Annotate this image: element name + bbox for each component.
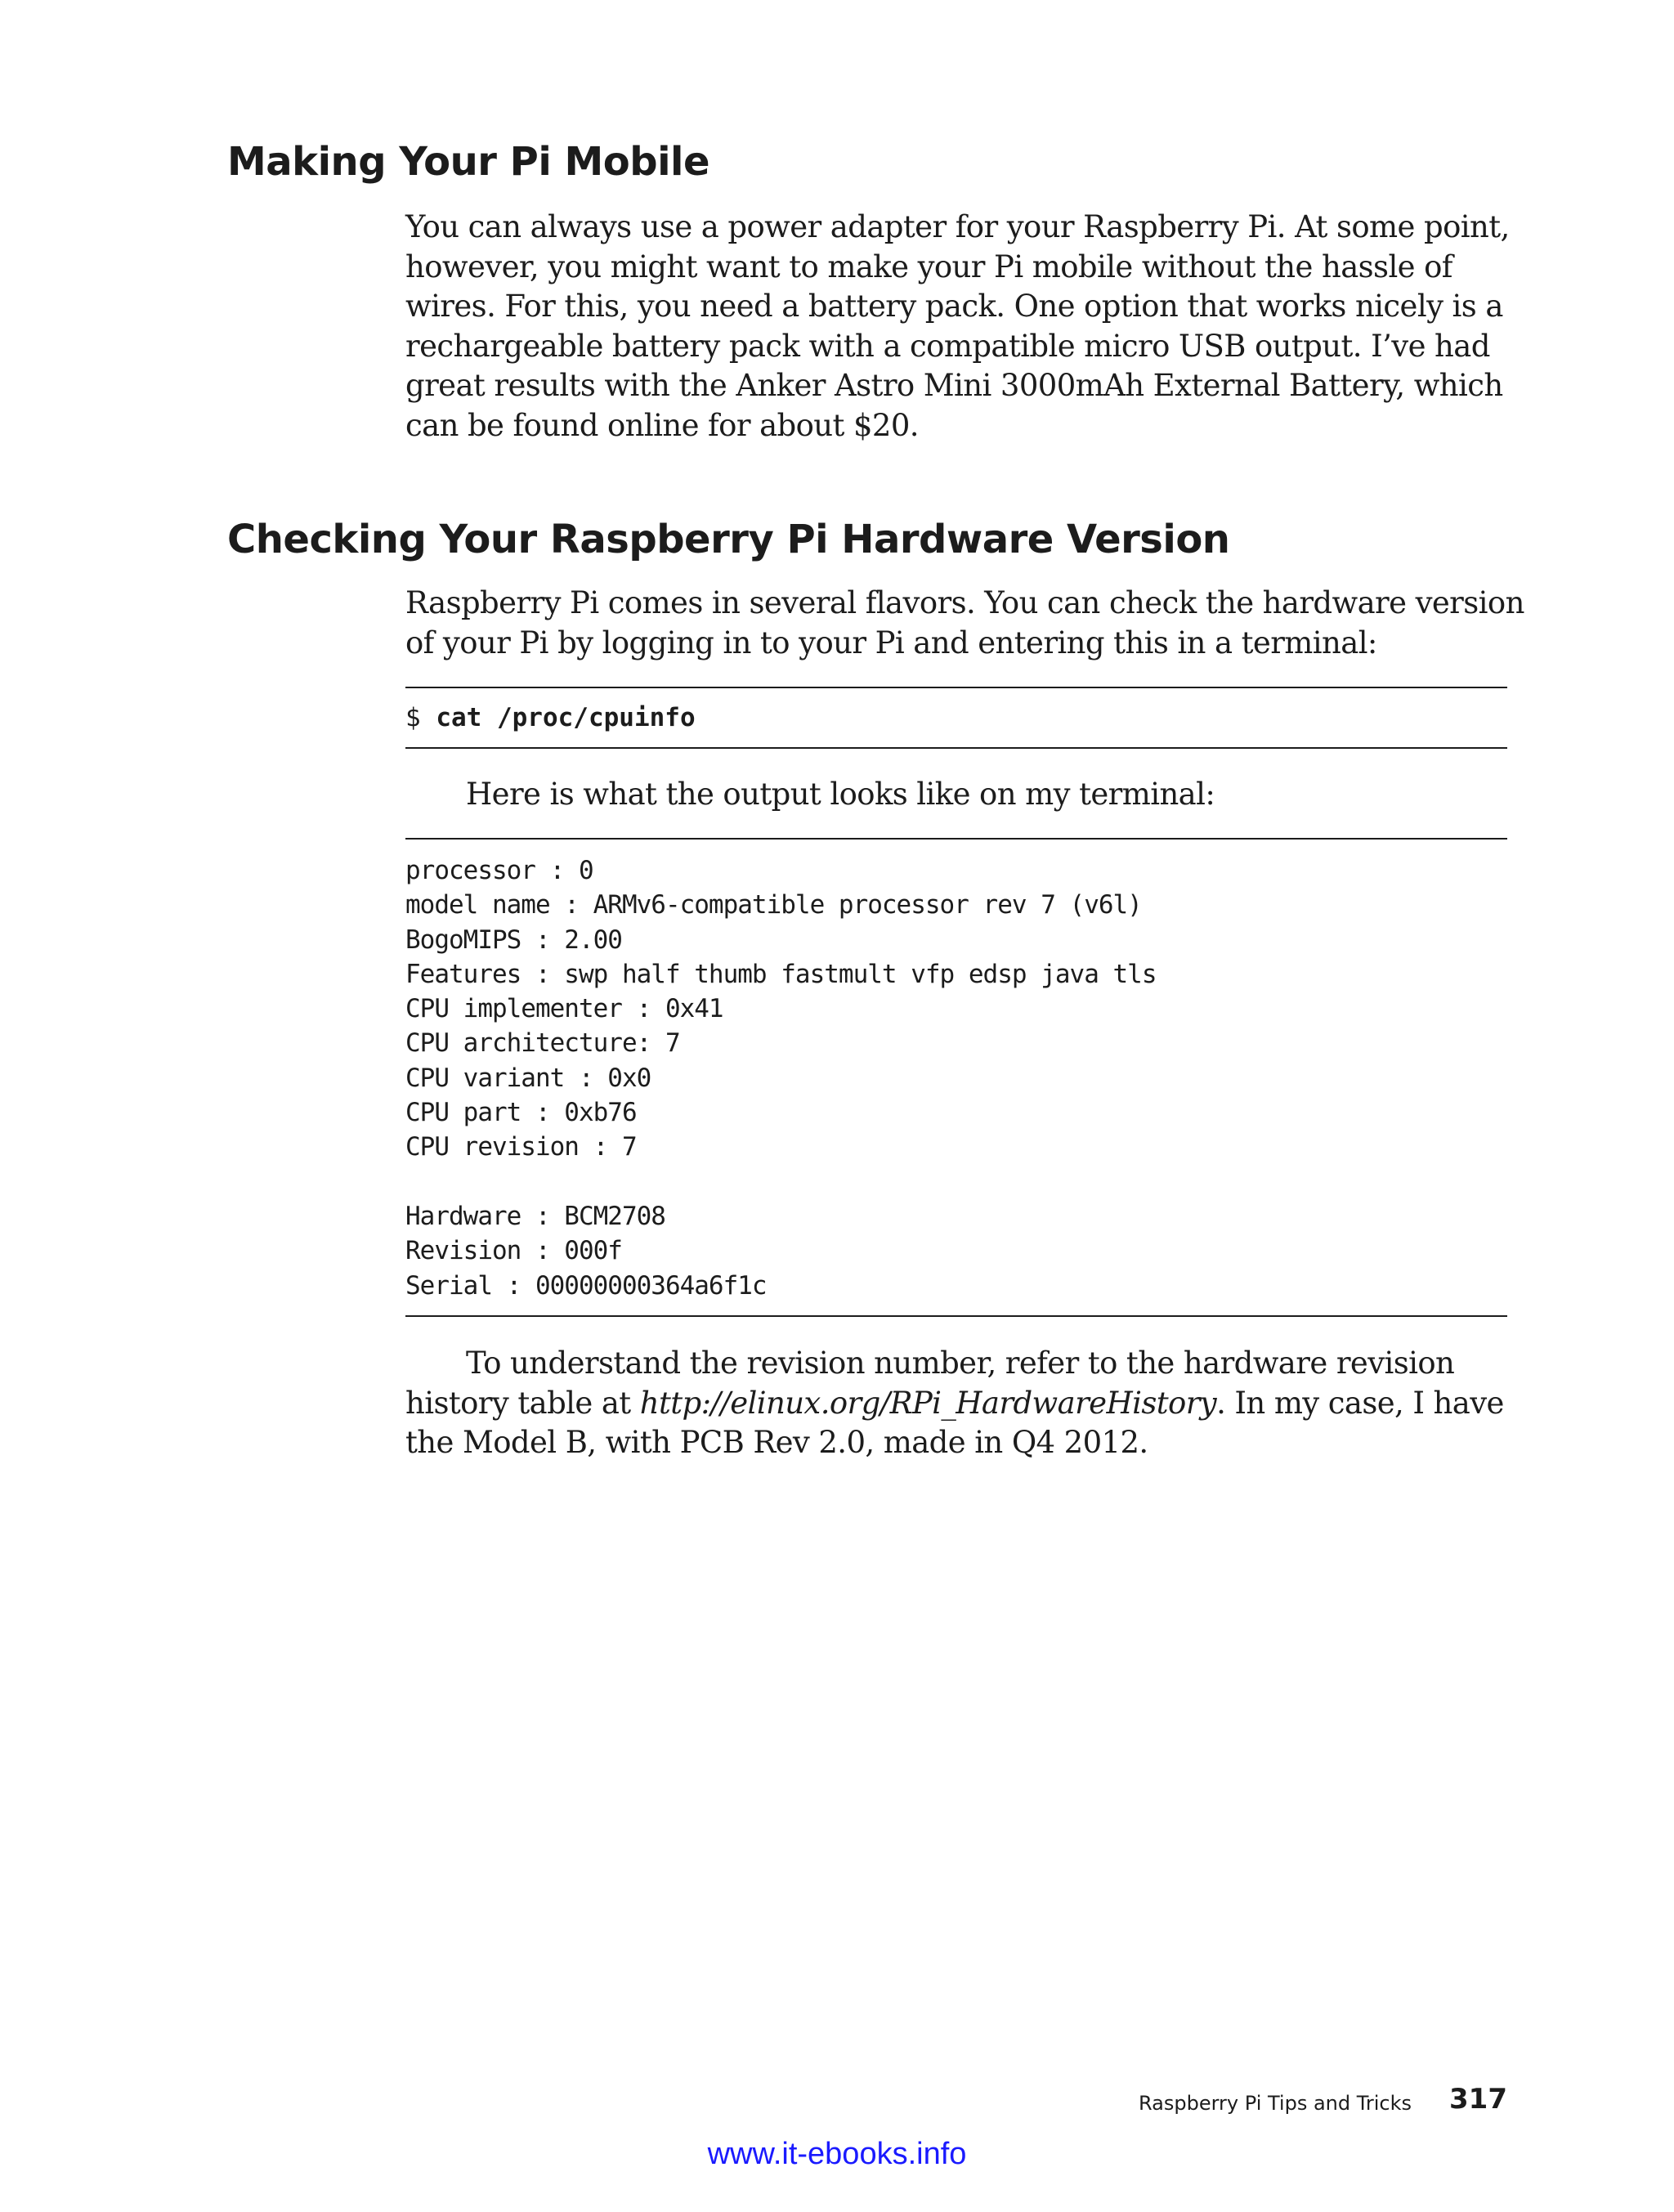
page-number: 317 xyxy=(1449,2083,1507,2116)
output-line: processor : 0 xyxy=(405,856,593,885)
paragraph-line: You can always use a power adapter for your Raspberry Pi. At some point, xyxy=(405,209,1510,244)
paragraph-line: To understand the revision number, refer to the hardware revision xyxy=(466,1346,1455,1381)
output-line: BogoMIPS : 2.00 xyxy=(405,925,622,955)
paragraph-line: Here is what the output looks like on my terminal: xyxy=(466,777,1215,812)
paragraph-line: the Model B, with PCB Rev 2.0, made in Q4 2012. xyxy=(405,1425,1148,1460)
paragraph-revision-explanation xyxy=(405,1344,1517,1463)
paragraph-line: can be found online for about $20. xyxy=(405,407,919,443)
paragraph-line: wires. For this, you need a battery pack. One option that works nicely is a xyxy=(405,289,1503,324)
output-line: CPU part : 0xb76 xyxy=(405,1098,637,1128)
output-line: CPU implementer : 0x41 xyxy=(405,994,723,1024)
output-rule-top xyxy=(405,838,1507,840)
cpuinfo-output-block xyxy=(405,853,1157,1303)
paragraph-hardware-intro xyxy=(405,584,1524,663)
paragraph-line: however, you might want to make your Pi mobile without the hassle of xyxy=(405,249,1452,284)
output-line: CPU architecture: 7 xyxy=(405,1028,680,1059)
section-heading-hardware-version: Checking Your Raspberry Pi Hardware Version xyxy=(227,517,1230,562)
paragraph-text: history table at xyxy=(405,1385,640,1421)
command-block xyxy=(405,701,696,734)
output-line: model name : ARMv6-compatible processor rev 7 (v6l) xyxy=(405,890,1142,920)
code-rule-top xyxy=(405,687,1507,688)
output-rule-bottom xyxy=(405,1315,1507,1317)
section-heading-making-pi-mobile: Making Your Pi Mobile xyxy=(227,139,710,185)
shell-prompt: $ xyxy=(405,703,436,732)
hardware-history-link[interactable]: http://elinux.org/RPi_HardwareHistory xyxy=(639,1385,1217,1421)
output-line: Features : swp half thumb fastmult vfp edsp java tls xyxy=(405,959,1157,989)
paragraph-making-pi-mobile xyxy=(405,208,1517,446)
output-line: Serial : 00000000364a6f1c xyxy=(405,1270,767,1301)
shell-command: cat /proc/cpuinfo xyxy=(436,703,696,732)
paragraph-line: rechargeable battery pack with a compatible micro USB output. I’ve had xyxy=(405,328,1490,364)
paragraph-output-intro xyxy=(405,775,1517,815)
output-line: CPU variant : 0x0 xyxy=(405,1063,651,1093)
paragraph-line: Raspberry Pi comes in several flavors. You can check the hardware version xyxy=(405,585,1524,620)
watermark-link[interactable]: www.it-ebooks.info xyxy=(707,2137,967,2171)
output-line: CPU revision : 7 xyxy=(405,1132,637,1162)
running-footer-title: Raspberry Pi Tips and Tricks xyxy=(1139,2092,1412,2115)
output-line-blank xyxy=(405,1165,1157,1199)
paragraph-line xyxy=(405,1384,1517,1424)
paragraph-text: . In my case, I have xyxy=(1216,1385,1504,1421)
code-rule-bottom xyxy=(405,747,1507,749)
paragraph-line: of your Pi by logging in to your Pi and entering this in a terminal: xyxy=(405,625,1377,660)
paragraph-line: great results with the Anker Astro Mini 3000mAh External Battery, which xyxy=(405,368,1503,403)
output-line: Hardware : BCM2708 xyxy=(405,1201,665,1231)
output-line: Revision : 000f xyxy=(405,1236,622,1266)
